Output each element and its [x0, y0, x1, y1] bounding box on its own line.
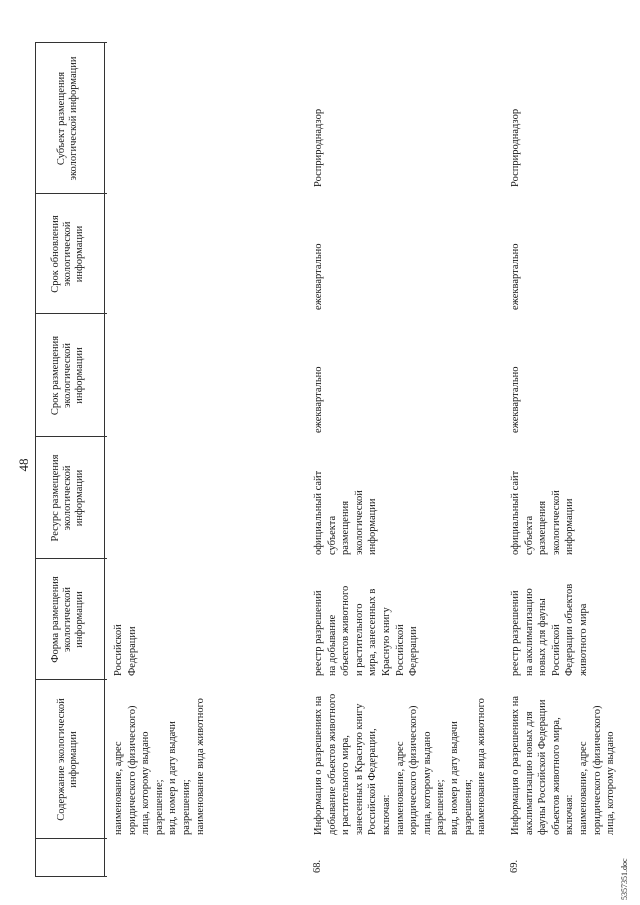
header-subject: Субъект размещения экологической информации — [56, 56, 79, 181]
col-border-2 — [35, 679, 107, 680]
header-bottom-border — [104, 42, 105, 877]
col-border-5 — [35, 313, 107, 314]
col-border-4 — [35, 436, 107, 437]
col-border-1 — [35, 838, 107, 839]
row-69-placement-term: ежеквартально — [510, 366, 521, 433]
table-top-border — [35, 42, 36, 877]
row-continuation-form: Российской Федерации — [113, 624, 138, 676]
row-68-placement-term: ежеквартально — [313, 366, 324, 433]
row-69-update-term: ежеквартально — [510, 243, 521, 310]
header-update-term: Срок обновления экологической информации — [50, 215, 85, 293]
eco-info-table — [35, 42, 617, 877]
row-69-resource: официальный сайт субъекта размещения экологической информации — [510, 470, 576, 555]
row-continuation-content: наименование, адрес юридического (физического) лица, которому выдано разрешение; вид, номер и дату выдачи разрешения; наименование вида животного — [113, 698, 206, 835]
row-68-subject: Росприроднадзор — [313, 108, 324, 187]
row-68-number: 68. — [312, 859, 323, 873]
row-69-subject: Росприроднадзор — [510, 108, 521, 187]
col-border-6 — [35, 193, 107, 194]
page-number: 48 — [16, 458, 31, 472]
header-resource: Ресурс размещения экологической информации — [50, 454, 85, 542]
col-border-7 — [35, 42, 107, 43]
header-placement-term: Срок размещения экологической информации — [50, 335, 85, 416]
document-id: 5357351.doc — [620, 858, 629, 900]
row-69-form: реестр разрешений на акклиматизацию новых для фауны Российской Федерации объектов животного мира — [510, 583, 589, 676]
header-content: Содержание экологической информации — [56, 698, 79, 821]
row-68-update-term: ежеквартально — [313, 243, 324, 310]
row-68-resource: официальный сайт субъекта размещения экологической информации — [313, 470, 379, 555]
row-69-number: 69. — [509, 859, 520, 873]
header-form: Форма размещения экологической информации — [50, 576, 85, 663]
col-border-0 — [35, 876, 107, 877]
row-68-form: реестр разрешений на добывание объектов животного и растительного мира, занесенных в Красную книгу Российской Федерации — [313, 585, 420, 676]
row-69-content: Информация о разрешениях на акклиматизацию новых для фауны Российской Федерации объектов животного мира, включая: наименование, адрес юридического (физического) лица, которому выдано — [510, 695, 617, 835]
row-68-content: Информация о разрешениях на добывание объектов животного и растительного мира, занесенных в Красную книгу Российской Федерации, включая: наименование, адрес юридического (физического) лица, которому выдано разрешение; вид, номер и дату выдачи разрешения; наименование вида животного — [313, 693, 488, 835]
col-border-3 — [35, 558, 107, 559]
